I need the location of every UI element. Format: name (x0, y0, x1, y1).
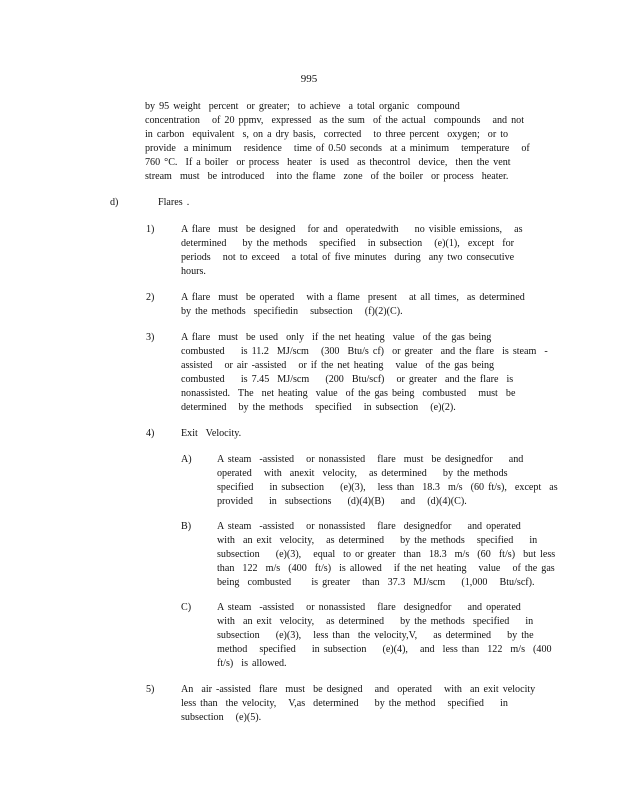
text-line: subsection (e)(3), equal to or greater than 18.3 m/s (60 ft/s) but less (217, 549, 556, 560)
text-line: with an exit velocity, as determined by the methods specified in (217, 535, 538, 546)
text-line: method specified in subsection (e)(4), and less than 122 m/s (400 (217, 644, 552, 655)
text-line: A steam -assisted or nonassisted flare must be designedfor and (217, 454, 524, 465)
text-line: concentration of 20 ppmv, expressed as the sum of the actual compounds and not (145, 115, 524, 126)
section-d-label: d) (110, 197, 119, 208)
text-line: assisted or air -assisted or if the net heating value of the gas being (181, 360, 495, 371)
text-line: stream must be introduced into the flame zone of the boiler or process heater. (145, 171, 509, 182)
text-line: being combusted is greater than 37.3 MJ/scm (1,000 Btu/scf). (217, 577, 535, 588)
text-line: combusted is 11.2 MJ/scm (300 Btu/s cf) or greater and the flare is steam - (181, 346, 548, 357)
text-line: A steam -assisted or nonassisted flare designedfor and operated (217, 521, 521, 532)
text-line: Exit Velocity. (181, 428, 242, 439)
text-line: 760 °C. If a boiler or process heater is used as thecontrol device, then the vent (145, 157, 511, 168)
sub-item-label: C) (181, 602, 192, 613)
text-line: determined by the methods specified in subsection (e)(1), except for (181, 238, 514, 249)
text-line: provide a minimum residence time of 0.50 seconds at a minimum temperature of (145, 143, 530, 154)
list-item-label: 5) (146, 684, 155, 695)
text-line: combusted is 7.45 MJ/scm (200 Btu/scf) or greater and the flare is (181, 374, 514, 385)
sub-item-label: B) (181, 521, 192, 532)
text-line: periods not to exceed a total of five minutes during any two consecutive (181, 252, 515, 263)
sub-item-label: A) (181, 454, 192, 465)
list-item-label: 2) (146, 292, 155, 303)
text-line: A flare must be used only if the net heating value of the gas being (181, 332, 492, 343)
text-line: A flare must be designed for and operatedwith no visible emissions, as (181, 224, 523, 235)
text-line: nonassisted. The net heating value of the gas being combusted must be (181, 388, 516, 399)
text-line: ft/s) is allowed. (217, 658, 287, 669)
text-line: subsection (e)(3), less than the velocity,V, as determined by the (217, 630, 534, 641)
text-line: subsection (e)(5). (181, 712, 262, 723)
text-line: A steam -assisted or nonassisted flare designedfor and operated (217, 602, 521, 613)
text-line: A flare must be operated with a flame present at all times, as determined (181, 292, 525, 303)
text-line: by 95 weight percent or greater; to achieve a total organic compound (145, 101, 460, 112)
text-line: less than the velocity, V,as determined by the method specified in (181, 698, 508, 709)
text-line: specified in subsection (e)(3), less than 18.3 m/s (60 ft/s), except as (217, 482, 558, 493)
text-line: determined by the methods specified in subsection (e)(2). (181, 402, 456, 413)
text-line: operated with anexit velocity, as determined by the methods (217, 468, 508, 479)
text-line: An air -assisted flare must be designed and operated with an exit velocity (181, 684, 536, 695)
text-line: in carbon equivalent s, on a dry basis, corrected to three percent oxygen; or to (145, 129, 509, 140)
text-line: by the methods specifiedin subsection (f)(2)(C). (181, 306, 403, 317)
text-line: than 122 m/s (400 ft/s) is allowed if the net heating value of the gas (217, 563, 555, 574)
text-line: provided in subsections (d)(4)(B) and (d)(4)(C). (217, 496, 467, 507)
page-number: 995 (300, 73, 318, 85)
list-item-label: 4) (146, 428, 155, 439)
list-item-label: 1) (146, 224, 155, 235)
list-item-label: 3) (146, 332, 155, 343)
section-d-title: Flares . (158, 197, 190, 208)
text-line: with an exit velocity, as determined by the methods specified in (217, 616, 534, 627)
text-line: hours. (181, 266, 206, 277)
